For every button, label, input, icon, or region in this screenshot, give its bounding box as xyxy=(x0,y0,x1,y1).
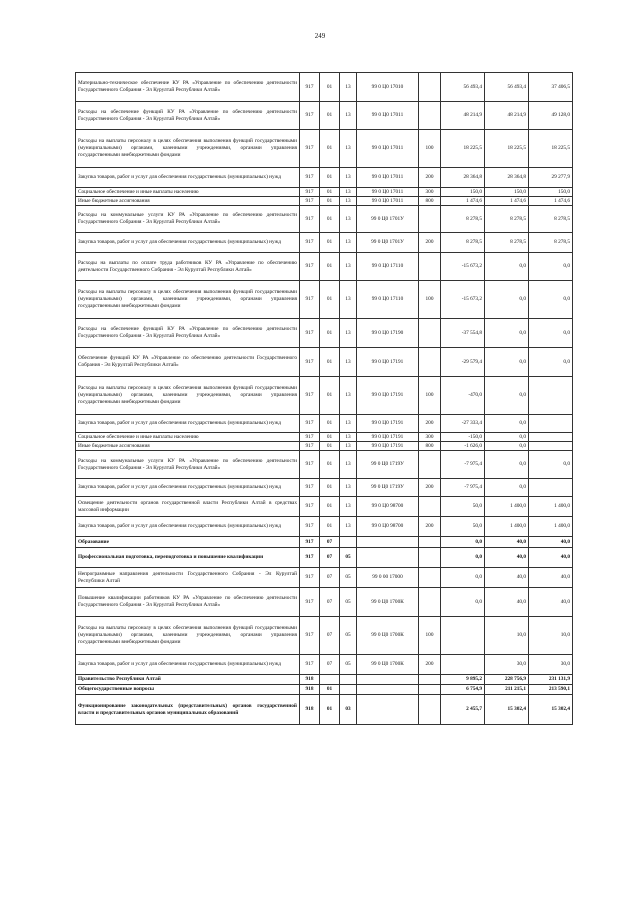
cell-expense-type: 300 xyxy=(419,188,441,197)
cell-name: Социальное обеспечение и иные выплаты населению xyxy=(76,188,300,197)
cell-subsection: 03 xyxy=(340,695,357,725)
cell-expense-type xyxy=(419,206,441,233)
cell-section: 07 xyxy=(320,568,340,588)
cell-target-article: 99 0 Ц0 17191 xyxy=(357,442,419,451)
cell-section: 07 xyxy=(320,537,340,548)
cell-amount-1: 9 895,2 xyxy=(441,675,485,685)
cell-expense-type xyxy=(419,537,441,548)
cell-amount-3 xyxy=(529,433,573,442)
cell-expense-type xyxy=(419,497,441,517)
cell-expense-type: 100 xyxy=(419,281,441,319)
cell-target-article: 99 0 Ц0 98700 xyxy=(357,497,419,517)
cell-admin-code: 917 xyxy=(300,415,320,433)
cell-amount-1: 8 278,5 xyxy=(441,233,485,253)
cell-target-article: 99 0 Ц0 17110 xyxy=(357,281,419,319)
cell-admin-code: 917 xyxy=(300,168,320,188)
cell-section: 07 xyxy=(320,548,340,568)
cell-target-article: 99 0 Ц0 17191 xyxy=(357,377,419,415)
cell-target-article: 99 0 Ц0 98700 xyxy=(357,517,419,537)
cell-amount-3 xyxy=(529,415,573,433)
cell-amount-3: 1 400,0 xyxy=(529,497,573,517)
cell-admin-code: 917 xyxy=(300,655,320,675)
table-row xyxy=(76,168,573,188)
cell-amount-3: 0,0 xyxy=(529,348,573,377)
cell-subsection: 13 xyxy=(340,479,357,497)
cell-target-article: 99 0 Ц0 1700К xyxy=(357,588,419,617)
table-row xyxy=(76,568,573,588)
cell-expense-type: 200 xyxy=(419,517,441,537)
cell-expense-type xyxy=(419,102,441,130)
cell-expense-type: 100 xyxy=(419,130,441,168)
table-row xyxy=(76,197,573,206)
cell-expense-type xyxy=(419,675,441,685)
cell-section: 01 xyxy=(320,168,340,188)
cell-admin-code: 918 xyxy=(300,675,320,685)
cell-target-article xyxy=(357,685,419,695)
cell-section: 01 xyxy=(320,197,340,206)
cell-amount-1: 6 754,9 xyxy=(441,685,485,695)
cell-amount-1: -1 626,0 xyxy=(441,442,485,451)
cell-section: 01 xyxy=(320,253,340,281)
cell-amount-3: 10,0 xyxy=(529,617,573,655)
cell-expense-type: 200 xyxy=(419,168,441,188)
cell-subsection: 13 xyxy=(340,319,357,348)
table-row xyxy=(76,233,573,253)
cell-subsection: 05 xyxy=(340,568,357,588)
cell-amount-1: -27 333,4 xyxy=(441,415,485,433)
cell-name: Закупка товаров, работ и услуг для обеспечения государственных (муниципальных) нужд xyxy=(76,415,300,433)
cell-name: Функционирование законодательных (представительных) органов государственной власти и представительных органов муниципальных образований xyxy=(76,695,300,725)
table-row xyxy=(76,497,573,517)
cell-amount-2: 10,0 xyxy=(485,617,529,655)
cell-section: 01 xyxy=(320,415,340,433)
cell-amount-1 xyxy=(441,617,485,655)
cell-amount-1: -7 975,4 xyxy=(441,451,485,479)
table-row xyxy=(76,206,573,233)
cell-subsection: 13 xyxy=(340,188,357,197)
cell-subsection: 13 xyxy=(340,377,357,415)
cell-section: 01 xyxy=(320,206,340,233)
table-row xyxy=(76,685,573,695)
cell-amount-2: 18 225,5 xyxy=(485,130,529,168)
cell-expense-type xyxy=(419,695,441,725)
cell-admin-code: 917 xyxy=(300,206,320,233)
cell-amount-1: 0,0 xyxy=(441,548,485,568)
cell-subsection: 13 xyxy=(340,73,357,102)
cell-name: Обеспечение функций КУ РА «Управление по обеспечению деятельности Государственного Собрания - Эл Курултай Республики Алтай» xyxy=(76,348,300,377)
cell-subsection xyxy=(340,537,357,548)
cell-amount-1: 56 493,4 xyxy=(441,73,485,102)
cell-section: 01 xyxy=(320,433,340,442)
cell-name: Повышение квалификации работников КУ РА «Управление по обеспечению деятельности Государственного Собрания - Эл Курултай Республики Алтай» xyxy=(76,588,300,617)
cell-subsection: 13 xyxy=(340,197,357,206)
cell-amount-3 xyxy=(529,479,573,497)
cell-expense-type: 100 xyxy=(419,617,441,655)
cell-section: 07 xyxy=(320,588,340,617)
cell-subsection: 05 xyxy=(340,548,357,568)
cell-subsection xyxy=(340,685,357,695)
cell-name: Расходы на обеспечение функций КУ РА «Управление по обеспечению деятельности Государственного Собрания - Эл Курултай Республики Алтай» xyxy=(76,319,300,348)
cell-target-article: 99 0 Ц0 17190 xyxy=(357,319,419,348)
table-row xyxy=(76,348,573,377)
cell-subsection: 13 xyxy=(340,281,357,319)
cell-subsection: 13 xyxy=(340,206,357,233)
cell-amount-3: 40,0 xyxy=(529,588,573,617)
cell-amount-3: 40,0 xyxy=(529,568,573,588)
cell-name: Расходы на выплаты персоналу в целях обеспечения выполнения функций государственными (муниципальными) органами, казенными учреждениями, органами управления государственными внебюджетными фондами xyxy=(76,617,300,655)
cell-amount-2: 0,0 xyxy=(485,281,529,319)
cell-expense-type: 800 xyxy=(419,442,441,451)
cell-amount-2: 0,0 xyxy=(485,319,529,348)
cell-target-article: 99 0 Ц0 1701У xyxy=(357,233,419,253)
cell-admin-code: 918 xyxy=(300,685,320,695)
cell-amount-2: 0,0 xyxy=(485,253,529,281)
cell-amount-1: -15 673,2 xyxy=(441,253,485,281)
cell-amount-3: 213 590,1 xyxy=(529,685,573,695)
cell-amount-1: 48 214,9 xyxy=(441,102,485,130)
cell-name: Закупка товаров, работ и услуг для обеспечения государственных (муниципальных) нужд xyxy=(76,517,300,537)
cell-amount-2: 28 364,8 xyxy=(485,168,529,188)
table-row xyxy=(76,479,573,497)
cell-amount-3 xyxy=(529,442,573,451)
table-row xyxy=(76,451,573,479)
cell-subsection: 13 xyxy=(340,102,357,130)
cell-target-article: 99 0 Ц0 1719У xyxy=(357,479,419,497)
cell-section: 01 xyxy=(320,442,340,451)
cell-subsection: 13 xyxy=(340,442,357,451)
cell-expense-type xyxy=(419,548,441,568)
cell-amount-1: -29 579,4 xyxy=(441,348,485,377)
cell-section: 01 xyxy=(320,685,340,695)
cell-amount-3: 231 131,9 xyxy=(529,675,573,685)
cell-expense-type xyxy=(419,685,441,695)
table-row xyxy=(76,377,573,415)
cell-name: Непрограммные направления деятельности Государственного Собрания - Эл Курултай Республики Алтай xyxy=(76,568,300,588)
cell-amount-3: 1 474,6 xyxy=(529,197,573,206)
cell-amount-1: -150,0 xyxy=(441,433,485,442)
cell-name: Общегосударственные вопросы xyxy=(76,685,300,695)
table-row xyxy=(76,617,573,655)
cell-name: Расходы на коммунальные услуги КУ РА «Управление по обеспечению деятельности Государственного Собрания - Эл Курултай Республики Алтай» xyxy=(76,206,300,233)
table-row xyxy=(76,442,573,451)
cell-section: 01 xyxy=(320,348,340,377)
cell-expense-type: 100 xyxy=(419,377,441,415)
cell-section: 01 xyxy=(320,377,340,415)
cell-name: Правительство Республики Алтай xyxy=(76,675,300,685)
cell-admin-code: 917 xyxy=(300,188,320,197)
table-row xyxy=(76,537,573,548)
cell-amount-2: 1 474,6 xyxy=(485,197,529,206)
cell-amount-3: 40,0 xyxy=(529,548,573,568)
cell-amount-3: 0,0 xyxy=(529,281,573,319)
cell-section: 01 xyxy=(320,319,340,348)
cell-amount-1: -37 554,8 xyxy=(441,319,485,348)
cell-amount-3: 37 406,5 xyxy=(529,73,573,102)
cell-amount-1: -15 673,2 xyxy=(441,281,485,319)
cell-amount-3: 18 225,5 xyxy=(529,130,573,168)
table-row xyxy=(76,130,573,168)
cell-section xyxy=(320,675,340,685)
cell-amount-2: 15 302,4 xyxy=(485,695,529,725)
cell-amount-1: 28 364,8 xyxy=(441,168,485,188)
cell-admin-code: 917 xyxy=(300,568,320,588)
cell-admin-code: 917 xyxy=(300,451,320,479)
cell-amount-3: 30,0 xyxy=(529,655,573,675)
cell-admin-code: 917 xyxy=(300,73,320,102)
cell-expense-type: 200 xyxy=(419,415,441,433)
cell-target-article: 99 0 Ц0 17011 xyxy=(357,197,419,206)
cell-name: Расходы на выплаты персоналу в целях обеспечения выполнения функций государственными (муниципальными) органами, казенными учреждениями, органами управления государственными внебюджетными фондами xyxy=(76,377,300,415)
cell-amount-1: 8 278,5 xyxy=(441,206,485,233)
cell-subsection: 13 xyxy=(340,348,357,377)
cell-admin-code: 917 xyxy=(300,497,320,517)
cell-subsection: 13 xyxy=(340,415,357,433)
cell-section: 01 xyxy=(320,695,340,725)
cell-subsection: 13 xyxy=(340,233,357,253)
cell-target-article: 99 0 Ц0 17011 xyxy=(357,130,419,168)
cell-amount-2: 56 493,4 xyxy=(485,73,529,102)
cell-section: 01 xyxy=(320,281,340,319)
cell-target-article: 99 0 Ц0 1700К xyxy=(357,655,419,675)
cell-admin-code: 917 xyxy=(300,348,320,377)
cell-admin-code: 917 xyxy=(300,479,320,497)
cell-subsection: 13 xyxy=(340,130,357,168)
cell-amount-3: 49 128,0 xyxy=(529,102,573,130)
cell-section: 01 xyxy=(320,188,340,197)
cell-amount-3: 0,0 xyxy=(529,253,573,281)
cell-admin-code: 917 xyxy=(300,433,320,442)
cell-amount-2: 0,0 xyxy=(485,348,529,377)
cell-name: Профессиональная подготовка, переподготовка и повышение квалификации xyxy=(76,548,300,568)
cell-amount-2: 1 400,0 xyxy=(485,497,529,517)
cell-admin-code: 917 xyxy=(300,517,320,537)
cell-subsection: 13 xyxy=(340,497,357,517)
cell-amount-1: 0,0 xyxy=(441,568,485,588)
cell-admin-code: 917 xyxy=(300,253,320,281)
cell-amount-1: 2 455,7 xyxy=(441,695,485,725)
cell-target-article xyxy=(357,537,419,548)
cell-amount-1: 0,0 xyxy=(441,588,485,617)
cell-target-article: 99 0 Ц0 17010 xyxy=(357,73,419,102)
cell-amount-2: 40,0 xyxy=(485,548,529,568)
table-row xyxy=(76,695,573,725)
cell-expense-type xyxy=(419,568,441,588)
cell-section: 01 xyxy=(320,479,340,497)
cell-section: 01 xyxy=(320,73,340,102)
cell-name: Образование xyxy=(76,537,300,548)
cell-expense-type xyxy=(419,253,441,281)
cell-amount-2: 8 278,5 xyxy=(485,233,529,253)
cell-section: 01 xyxy=(320,130,340,168)
cell-name: Закупка товаров, работ и услуг для обеспечения государственных (муниципальных) нужд xyxy=(76,479,300,497)
cell-amount-2: 1 400,0 xyxy=(485,517,529,537)
page-number: 249 xyxy=(314,32,326,40)
table-row xyxy=(76,433,573,442)
cell-amount-3: 40,0 xyxy=(529,537,573,548)
cell-admin-code: 917 xyxy=(300,588,320,617)
cell-amount-1: 0,0 xyxy=(441,537,485,548)
cell-amount-3: 150,0 xyxy=(529,188,573,197)
cell-amount-3: 1 400,0 xyxy=(529,517,573,537)
cell-amount-2: 0,0 xyxy=(485,433,529,442)
cell-expense-type: 200 xyxy=(419,479,441,497)
cell-subsection: 05 xyxy=(340,655,357,675)
cell-target-article: 99 0 Ц0 1700К xyxy=(357,617,419,655)
cell-expense-type: 800 xyxy=(419,197,441,206)
cell-expense-type xyxy=(419,451,441,479)
cell-admin-code: 917 xyxy=(300,537,320,548)
cell-admin-code: 917 xyxy=(300,130,320,168)
cell-admin-code: 917 xyxy=(300,233,320,253)
cell-expense-type xyxy=(419,348,441,377)
cell-target-article: 99 0 Ц0 17191 xyxy=(357,433,419,442)
table-row xyxy=(76,102,573,130)
cell-section: 01 xyxy=(320,102,340,130)
cell-subsection: 05 xyxy=(340,617,357,655)
cell-name: Расходы на выплаты персоналу в целях обеспечения выполнения функций государственными (муниципальными) органами, казенными учреждениями, органами управления государственными внебюджетными фондами xyxy=(76,130,300,168)
cell-amount-1: 50,0 xyxy=(441,517,485,537)
cell-admin-code: 917 xyxy=(300,617,320,655)
cell-name: Расходы на выплаты персоналу в целях обеспечения выполнения функций государственными (муниципальными) органами, казенными учреждениями, органами управления государственными внебюджетными фондами xyxy=(76,281,300,319)
table-row xyxy=(76,675,573,685)
cell-amount-2: 40,0 xyxy=(485,568,529,588)
cell-name: Иные бюджетные ассигнования xyxy=(76,442,300,451)
cell-amount-2: 0,0 xyxy=(485,377,529,415)
cell-target-article: 99 0 Ц0 17011 xyxy=(357,102,419,130)
cell-target-article xyxy=(357,675,419,685)
cell-expense-type xyxy=(419,319,441,348)
cell-name: Освещение деятельности органов государственной власти Республики Алтай в средствах массовой информации xyxy=(76,497,300,517)
cell-amount-2: 228 756,9 xyxy=(485,675,529,685)
cell-subsection: 13 xyxy=(340,433,357,442)
cell-amount-1: 18 225,5 xyxy=(441,130,485,168)
cell-target-article xyxy=(357,695,419,725)
cell-admin-code: 917 xyxy=(300,442,320,451)
cell-admin-code: 918 xyxy=(300,695,320,725)
cell-amount-2: 30,0 xyxy=(485,655,529,675)
cell-amount-3: 29 277,9 xyxy=(529,168,573,188)
cell-target-article: 99 0 Ц0 17191 xyxy=(357,348,419,377)
cell-subsection: 13 xyxy=(340,168,357,188)
cell-name: Закупка товаров, работ и услуг для обеспечения государственных (муниципальных) нужд xyxy=(76,168,300,188)
table-row xyxy=(76,253,573,281)
cell-amount-3: 8 278,5 xyxy=(529,233,573,253)
cell-amount-2: 48 214,9 xyxy=(485,102,529,130)
table-row xyxy=(76,655,573,675)
cell-amount-3: 15 302,4 xyxy=(529,695,573,725)
cell-section: 07 xyxy=(320,617,340,655)
table-row xyxy=(76,548,573,568)
cell-amount-1: -470,0 xyxy=(441,377,485,415)
cell-amount-2: 0,0 xyxy=(485,442,529,451)
cell-target-article: 99 0 Ц0 1701У xyxy=(357,206,419,233)
cell-amount-3: 0,0 xyxy=(529,451,573,479)
cell-section: 01 xyxy=(320,233,340,253)
cell-subsection: 13 xyxy=(340,451,357,479)
cell-name: Социальное обеспечение и иные выплаты населению xyxy=(76,433,300,442)
cell-name: Расходы на обеспечение функций КУ РА «Управление по обеспечению деятельности Государственного Собрания - Эл Курултай Республики Алтай» xyxy=(76,102,300,130)
table-row xyxy=(76,517,573,537)
cell-subsection: 13 xyxy=(340,253,357,281)
cell-amount-2: 40,0 xyxy=(485,588,529,617)
cell-section: 01 xyxy=(320,497,340,517)
cell-amount-1: 1 474,6 xyxy=(441,197,485,206)
cell-amount-1: 50,0 xyxy=(441,497,485,517)
cell-name: Материально-техническое обеспечение КУ РА «Управление по обеспечению деятельности Государственного Собрания - Эл Курултай Республики Алтай» xyxy=(76,73,300,102)
cell-amount-3: 0,0 xyxy=(529,319,573,348)
cell-amount-1: -7 975,4 xyxy=(441,479,485,497)
cell-expense-type xyxy=(419,73,441,102)
table-row xyxy=(76,415,573,433)
cell-amount-1: 150,0 xyxy=(441,188,485,197)
cell-target-article: 99 0 Ц0 17191 xyxy=(357,415,419,433)
cell-target-article: 99 0 00 17000 xyxy=(357,568,419,588)
cell-expense-type: 300 xyxy=(419,433,441,442)
cell-subsection: 13 xyxy=(340,517,357,537)
cell-target-article: 99 0 Ц0 1719У xyxy=(357,451,419,479)
cell-target-article xyxy=(357,548,419,568)
cell-subsection: 05 xyxy=(340,588,357,617)
budget-table xyxy=(75,72,573,725)
cell-amount-3 xyxy=(529,377,573,415)
table-row xyxy=(76,319,573,348)
cell-amount-2: 8 278,5 xyxy=(485,206,529,233)
cell-target-article: 99 0 Ц0 17011 xyxy=(357,168,419,188)
cell-name: Закупка товаров, работ и услуг для обеспечения государственных (муниципальных) нужд xyxy=(76,233,300,253)
cell-section: 01 xyxy=(320,517,340,537)
cell-admin-code: 917 xyxy=(300,197,320,206)
table-row xyxy=(76,188,573,197)
table-row xyxy=(76,588,573,617)
cell-target-article: 99 0 Ц0 17110 xyxy=(357,253,419,281)
cell-amount-2: 0,0 xyxy=(485,451,529,479)
cell-name: Расходы на коммунальные услуги КУ РА «Управление по обеспечению деятельности Государственного Собрания - Эл Курултай Республики Алтай» xyxy=(76,451,300,479)
cell-amount-2: 0,0 xyxy=(485,415,529,433)
cell-expense-type xyxy=(419,588,441,617)
cell-name: Закупка товаров, работ и услуг для обеспечения государственных (муниципальных) нужд xyxy=(76,655,300,675)
cell-name: Расходы на выплаты по оплате труда работников КУ РА «Управление по обеспечению деятельности Государственного Собрания - Эл Курултай Республики Алтай» xyxy=(76,253,300,281)
table-row xyxy=(76,281,573,319)
cell-expense-type: 200 xyxy=(419,233,441,253)
cell-admin-code: 917 xyxy=(300,377,320,415)
cell-amount-2: 150,0 xyxy=(485,188,529,197)
cell-admin-code: 917 xyxy=(300,319,320,348)
cell-section: 07 xyxy=(320,655,340,675)
table-row xyxy=(76,73,573,102)
cell-admin-code: 917 xyxy=(300,548,320,568)
cell-amount-3: 8 278,5 xyxy=(529,206,573,233)
cell-amount-1 xyxy=(441,655,485,675)
cell-name: Иные бюджетные ассигнования xyxy=(76,197,300,206)
cell-amount-2: 40,0 xyxy=(485,537,529,548)
cell-expense-type: 200 xyxy=(419,655,441,675)
cell-subsection xyxy=(340,675,357,685)
cell-target-article: 99 0 Ц0 17011 xyxy=(357,188,419,197)
cell-amount-2: 211 215,1 xyxy=(485,685,529,695)
cell-admin-code: 917 xyxy=(300,102,320,130)
cell-amount-2: 0,0 xyxy=(485,479,529,497)
cell-admin-code: 917 xyxy=(300,281,320,319)
cell-section: 01 xyxy=(320,451,340,479)
